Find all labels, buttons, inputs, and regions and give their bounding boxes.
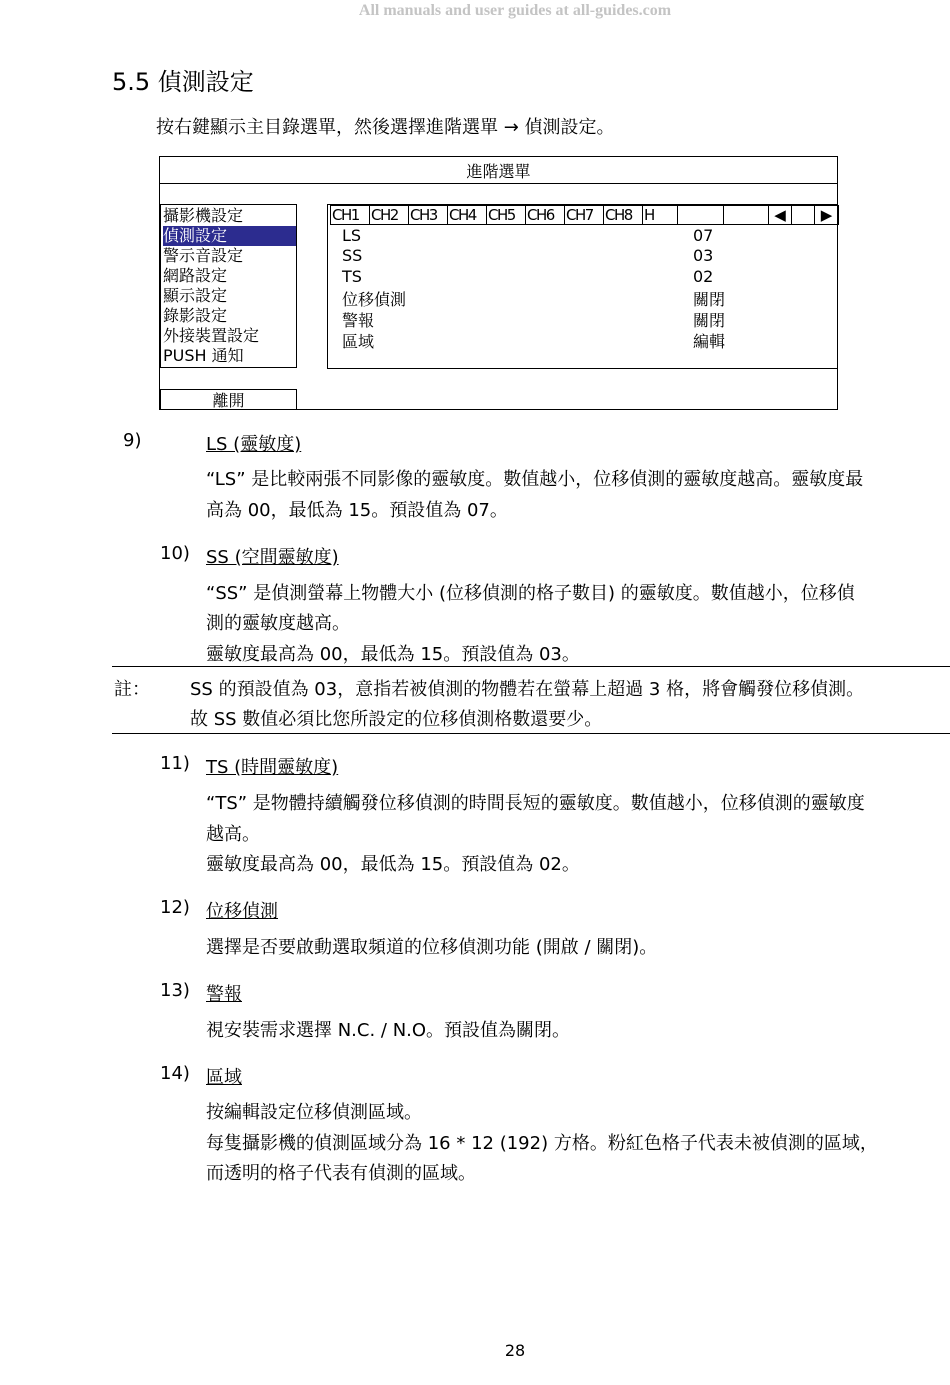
intro-text: 按右鍵顯示主目錄選單，然後選擇進階選單 → 偵測設定。 — [156, 117, 615, 138]
channel-tabs — [330, 205, 839, 225]
paragraph-line: 視安裝需求選擇 N.C. / N.O。預設值為關閉。 — [206, 1020, 571, 1041]
paragraph-line: “TS” 是物體持續觸發位移偵測的時間長短的靈敏度。數值越小，位移偵測的靈敏度 — [206, 793, 865, 814]
item-heading-area: 區域 — [206, 1067, 242, 1088]
paragraph-line: 靈敏度最高為 00，最低為 15。預設值為 03。 — [206, 644, 580, 665]
param-label-alarm: 警報 — [342, 311, 375, 330]
paragraph-line: 按編輯設定位移偵測區域。 — [206, 1102, 422, 1123]
menu-item-display[interactable]: 顯示設定 — [163, 286, 228, 305]
paragraph-line: 而透明的格子代表有偵測的區域。 — [206, 1163, 476, 1184]
item-heading-motion: 位移偵測 — [206, 901, 278, 922]
paragraph-line: 測的靈敏度越高。 — [206, 613, 350, 634]
param-value-motion[interactable]: 關閉 — [693, 290, 726, 309]
param-value-area[interactable]: 編輯 — [693, 332, 726, 351]
tab-ch6[interactable]: CH6 — [525, 205, 565, 225]
param-label-ls: LS — [342, 226, 362, 245]
paragraph-line: 靈敏度最高為 00，最低為 15。預設值為 02。 — [206, 854, 580, 875]
param-value-alarm[interactable]: 關閉 — [693, 311, 726, 330]
note-line: 故 SS 數值必須比您所設定的位移偵測格數還要少。 — [190, 709, 603, 730]
param-value-ls[interactable]: 07 — [693, 226, 714, 245]
tab-ch2[interactable]: CH2 — [369, 205, 409, 225]
menu-list — [160, 204, 297, 368]
note-top-rule — [112, 666, 950, 667]
tab-h[interactable]: H — [642, 205, 678, 225]
page-number: 28 — [504, 1341, 526, 1360]
item-number: 9) — [123, 430, 142, 451]
section-title: 5.5 偵測設定 — [112, 68, 254, 96]
note-line: SS 的預設值為 03，意指若被偵測的物體若在螢幕上超過 3 格，將會觸發位移偵測。 — [190, 679, 865, 700]
item-number: 12) — [160, 897, 190, 918]
menu-title-divider — [159, 183, 838, 184]
next-page-icon[interactable]: ▶ — [814, 205, 839, 225]
note-label: 註： — [114, 679, 150, 700]
item-number: 13) — [160, 980, 190, 1001]
item-heading-alarm: 警報 — [206, 984, 242, 1005]
exit-button[interactable]: 離開 — [160, 389, 297, 410]
menu-item-alert-sound[interactable]: 警示音設定 — [163, 246, 244, 265]
paragraph-line: 越高。 — [206, 824, 260, 845]
param-label-ts: TS — [342, 267, 362, 286]
prev-page-icon[interactable]: ◀ — [768, 205, 792, 225]
paragraph-line: 每隻攝影機的偵測區域分為 16 * 12 (192) 方格。粉紅色格子代表未被偵測的區域， — [206, 1133, 878, 1154]
item-number: 14) — [160, 1063, 190, 1084]
menu-item-record[interactable]: 錄影設定 — [163, 306, 228, 325]
menu-item-push-notification[interactable]: PUSH 通知 — [163, 346, 244, 365]
paragraph-line: 選擇是否要啟動選取頻道的位移偵測功能 (開啟 / 關閉)。 — [206, 937, 658, 958]
menu-title: 進階選單 — [466, 162, 531, 181]
spacer-cell — [791, 205, 815, 225]
param-label-area: 區域 — [342, 332, 375, 351]
paragraph-line: 高為 00，最低為 15。預設值為 07。 — [206, 500, 508, 521]
menu-item-camera-setup[interactable]: 攝影機設定 — [163, 206, 244, 225]
item-number: 11) — [160, 753, 190, 774]
note-bottom-rule — [112, 733, 950, 734]
param-value-ts[interactable]: 02 — [693, 267, 714, 286]
item-number: 10) — [160, 543, 190, 564]
tab-ch5[interactable]: CH5 — [486, 205, 526, 225]
tab-ch7[interactable]: CH7 — [564, 205, 604, 225]
item-heading-ts: TS (時間靈敏度) — [206, 757, 339, 778]
paragraph-line: “LS” 是比較兩張不同影像的靈敏度。數值越小，位移偵測的靈敏度越高。靈敏度最 — [206, 469, 864, 490]
menu-item-external-device[interactable]: 外接裝置設定 — [163, 326, 260, 345]
tab-ch4[interactable]: CH4 — [447, 205, 487, 225]
tab-empty — [677, 205, 724, 225]
menu-item-detection[interactable]: 偵測設定 — [163, 226, 296, 246]
tab-ch3[interactable]: CH3 — [408, 205, 448, 225]
item-heading-ls: LS (靈敏度) — [206, 434, 302, 455]
param-label-motion: 位移偵測 — [342, 290, 407, 309]
param-value-ss[interactable]: 03 — [693, 246, 714, 265]
watermark: All manuals and user guides at all-guides.com — [358, 2, 672, 19]
tab-ch1[interactable]: CH1 — [330, 205, 370, 225]
paragraph-line: “SS” 是偵測螢幕上物體大小 (位移偵測的格子數目) 的靈敏度。數值越小，位移偵 — [206, 583, 855, 604]
tab-ch8[interactable]: CH8 — [603, 205, 643, 225]
param-label-ss: SS — [342, 246, 363, 265]
tab-empty — [723, 205, 769, 225]
menu-item-network[interactable]: 網路設定 — [163, 266, 228, 285]
item-heading-ss: SS (空間靈敏度) — [206, 547, 339, 568]
